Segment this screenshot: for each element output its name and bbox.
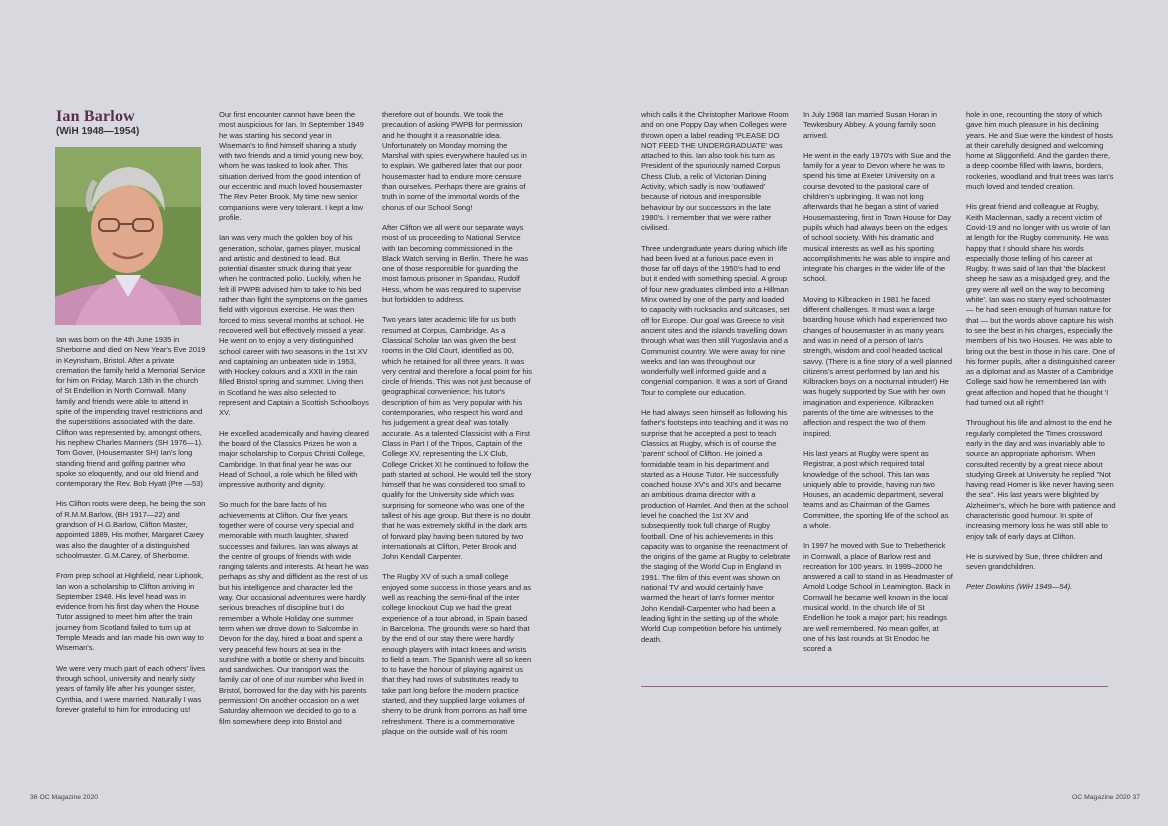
article-subtitle: (WiH 1948—1954)	[56, 126, 140, 137]
footer-left-page-number: 36 OC Magazine 2020	[30, 794, 99, 801]
paragraph: Two years later academic life for us both resumed at Corpus, Cambridge. As a Classical Scholar Ian was given the best rooms in the Old Court, identified as 00, which he retained for all three years. It was very central and therefore a focal point for his circle of friends. This was not just because of geographical convenience; his tutor's description of him as 'very popular with his contemporaries, who respect his word and his judgement a great deal' was totally accurate. As a talented Classicist with a First Class in Part I of the Tripos, Captain of the College XV, representing the LX Club, College Cricket XI he continued to follow the path started at school. He would tell the story himself that he was considered too small to qualify for the University side which was surprising for someone who was one of the tallest of his age group. But there is no doubt that he was extremely skilful in the dark arts of forward play having been tutored by two internationals at Clifton, Peter Brook and John Kendall Carpenter.	[382, 315, 532, 562]
paragraph: hole in one, recounting the story of which gave him much pleasure in his declining years. He and Sue were the kindest of hosts at their carefully designed and welcoming home at Sliggonfield. And the garden there, a deep coombe filled with lawns, borders, rockeries, woodland and fruit trees was Ian's much loved and tended creation.	[966, 110, 1114, 192]
portrait-illustration	[55, 147, 201, 325]
paragraph: therefore out of bounds. We took the precaution of asking PWPB for permission and he thought it a reasonable idea. Unfortunately on Monday morning the Marshal with spies everywhere hauled us in to explain. We gathered later that our poor housemaster had to endure more censure than ourselves. Perhaps there are grains of truth in some of the immortal words of the chorus of our School Song!	[382, 110, 527, 212]
paragraph: In July 1968 Ian married Susan Horan in Tewkesbury Abbey. A young family soon arrived.	[803, 110, 937, 140]
paragraph: In 1997 he moved with Sue to Trebetherick in Cornwall, a place of Barlow rest and recreation for 100 years. In 1999–2000 he answered a call to stand in as Headmaster of Arnold Lodge School in Leamington. Back in Cornwall he became well known in the local musical world. In the church life of St Endellion he took a major part; his readings are well remembered. No mean golfer, at one of his last rounds at St Enodoc he scored a	[803, 541, 953, 654]
paragraph: Moving to Kilbracken in 1981 he faced different challenges. It must was a large boarding house which had experienced two changes of housemaster in as many years and was in need of a person of Ian's strength, wisdom and cool headed tactical savvy. (There is a fine story of a well planned citizens's arrest performed by Ian and his Kilbracken boys on a nocturnal intruder!) He was hugely supported by Sue with her own imagination and experience. Kilbracken parents of the time are witnesses to the affection and respect the two of them inspired.	[803, 294, 953, 438]
article-title: Ian Barlow	[56, 108, 135, 125]
paragraph: His great friend and colleague at Rugby, Keith Maclennan, sadly a recent victim of Covid-19 and no longer with us wrote of Ian at length for the Rugby community. He was happy that I should share his words especially those telling of his career at Rugby. It was said of Ian that 'the blackest sheep he saw as a misjudged grey, and the grey were all well on the way to becoming white'. Ian was no starry eyed schoolmaster — he had seen enough of human nature for that — but the words above capture his wish to see the best in his charges, especially the members of his two Houses. He was able to bring out the best in those in his care. One of his former pupils, after a distinguished career as a diplomat and as Master of a Cambridge College said how he remembered Ian with great affection and hoped that he thought 'I had turned out all right'!	[966, 202, 1116, 408]
paragraph: He is survived by Sue, three children and seven grandchildren.	[966, 551, 1103, 572]
footer-right-page-number: OC Magazine 2020 37	[1072, 794, 1141, 801]
paragraph: Ian was very much the golden boy of his generation, scholar, games player, musical and artistic and destined to lead. But potential disaster struck during that year when he contracted polio. Luckily, when he felt ill PWPB advised him to take to his bed rather than fight the symptoms on the games field with vigorous exercise. He was then forced to miss several months at school. He recovered well but effectively missed a year. He went on to enjoy a very distinguished school career with two seasons in the 1st XV and captaining an unbeaten side in 1953, with Hockey colours and a XXII in the rain filled Bristol spring and summer. Living then in Scotland he was also selected to represent and Captain a Scottish Schoolboys XV.	[219, 233, 369, 418]
paragraph: From prep school at Highfield, near Liphook, Ian won a scholarship to Clifton arriving in September 1948. His level head was in evidence from his first day when the House Tutor assigned to meet him after the train journey from Scotland failed to turn up at Temple Meads and Ian made his own way to Wiseman's.	[56, 571, 204, 653]
article-column-5	[803, 110, 953, 655]
paragraph: His Clifton roots were deep, he being the son of R.M.M.Barlow, (BH 1917—22) and grandson of H.G.Barlow, Clifton Master, appointed 1889, His mother, Margaret Carey was also the daughter of a distinguished schoolmaster. G.M.Carey, of Sherborne.	[56, 499, 206, 560]
article-column-6	[966, 110, 1116, 593]
paragraph: After Clifton we all went our separate ways most of us proceeding to National Service with Ian becoming commissioned in the Black Watch serving in Berlin. There he was one of those responsible for guarding the most famous prisoner in Spandau, Rudolf Hess, whom he was required to supervise but forbidden to address.	[382, 222, 528, 305]
paragraph: Ian was born on the 4th June 1935 in Sherborne and died on New Year's Eve 2019 in Keynsham, Bristol. After a private cremation the family held a Memorial Service for him on Friday, March 13th in the church of St Endellion in North Cornwall. Many family and friends were able to attend in spite of the impending travel restrictions and the superstitions associated with the date. Clifton was represented by, amongst others, his nephew Charles Manners (SH 1976—1). Tom Gover, (Housemaster SH) Ian's long standing friend and golfing partner who spoke so eloquently, and our old friend and contemporary the Rev. Bob Hyatt (Pre —53)	[56, 335, 206, 489]
article-column-2	[219, 110, 369, 727]
article-column-3	[382, 110, 532, 737]
article-column-1	[56, 335, 206, 715]
paragraph: His last years at Rugby were spent as Registrar, a post which required total knowledge of the school. This Ian was uniquely able to provide, having run two Houses, an academic department, several teams and as Chairman of the Games Committee, the sporting life of the school as a whole.	[803, 448, 949, 530]
paragraph: The Rugby XV of such a small college enjoyed some success in those years and as well as reaching the semi-final of the inter college knockout Cup we had the great experience of a tour abroad, in Spain based in Barcelona. The grounds were so hard that by the end of our stay there were hardly enough players with intact knees and wrists to field a team. The Spanish were all so keen to to have the honour of playing against us that they had rows of substitutes ready to take part long before the modern practice started, and they supplied large volumes of sherry to be drunk from porrons as half time refreshment. There is a commemorative plaque on the outside wall of his room	[382, 572, 532, 736]
paragraph: Throughout his life and almost to the end he regularly completed the Times crossword early in the day and was invariably able to source an appropriate aphorism. When consulted recently by a great niece about studying Greek at University he replied "Not having read Homer is like never having seen the sea". His last years were blighted by Alzheimer's, which he bore with patience and characteristic good humour. In spite of increasing memory loss he was still able to enjoy talk of early days at Clifton.	[966, 418, 1116, 541]
paragraph: We were very much part of each others' lives through school, university and nearly sixty years of family life after his younger sister, Cynthia, and I were married. Naturally I was forever grateful to him for introducing us!	[56, 663, 205, 714]
paragraph: which calls it the Christopher Marlowe Room and on one Poppy Day when Colleges were thrown open a label reading 'PLEASE DO NOT FEED THE UNDERGRADUATE' was attached to this. Ian also took his turn as President of the spuriously named Corpus Chess Club, a relic of Victorian Dining Activity, which sadly is now 'outlawed' because of riotous and irresponsible behaviour by our successors in the late 1980's. I remember that we were rather civilised.	[641, 110, 789, 233]
author-signature: Peter Dowkins (WiH 1949—54).	[966, 582, 1073, 592]
portrait-photo	[55, 147, 201, 325]
paragraph: He had always seen himself as following his father's footsteps into teaching and it was no surprise that he accepted a post to teach Classics at Rugby, which is of course the 'parent' school of Clifton. He joined a formidable team in his department and started as a House Tutor. He successfully coached house XV's and XI's and became an ambitious drama director with a production of Hamlet. And then at the school level he coached the 1st XV and subsequently took full charge of Rugby football. One of his achievements in this capacity was to organise the reenactment of the origins of the game at Rugby to celebrate the staging of the World Cup in England in 1991. The film of this event was shown on national TV and would certainly have warmed the heart of Ian's former mentor John Kendall-Carpenter who had been a leading light in the setting up of the whole World Cup competition before his untimely death.	[641, 408, 791, 644]
article-column-4	[641, 110, 791, 645]
paragraph: He excelled academically and having cleared the board of the Classics Prizes he won a major scholarship to Corpus Christi College, Cambridge. In that final year he was our Head of School, a role which he filled with impressive authority and dignity.	[219, 428, 369, 490]
paragraph: Our first encounter cannot have been the most auspicious for Ian. In September 1949 he was starting his second year in Wiseman's to find himself sharing a study with two friends and a timid young new boy, whom he was tasked to look after. This situation derived from the good intention of our eccentric and much loved housemaster The Rev Peter Brook. My time new senior companions were very tolerant. I kept a low profile.	[219, 110, 364, 222]
paragraph: He went in the early 1970's with Sue and the family for a year to Devon where he was to spend his time at Exeter University on a course devoted to the pastoral care of children's upbringing. It was not long afterwards that he began a stint of varied Housemastering, first in Town House for Day pupils which had always been on the edges of school society. With his dramatic and musical interests as well as his sporting accomplishments he was able to inspire and integrate his charges in the wider life of the school.	[803, 150, 951, 284]
divider-line	[641, 686, 1108, 687]
paragraph: Three undergraduate years during which life had been lived at a furious pace even in those far off days of the 1950's had to end but it ended with something special. A group of four new graduates climbed into a Hillman Minx owned by one of the party and loaded to capacity with rucksacks and suitcases, set off for Europe. Our goal was Greece to visit ancient sites and the islands travelling down through what was then still Yugoslavia and a Communist country. We were away for nine weeks and Ian was throughout our wonderfully well informed guide and a congenial companion. It was a sort of Grand Tour to complete our education.	[641, 243, 790, 397]
paragraph: So much for the bare facts of his achievements at Clifton. Our five years together were of course very special and memorable with much laughter, shared successes and failures. Ian was always at the centre of groups of friends with wide ranging talents and interests. At heart he was perhaps as shy and diffident as the rest of us but his intelligence and character led the way. Our occasional adventures were hardly serious breaches of discipline but I do remember a Whole Holiday one summer term when we drove down to Salcombe in Devon for the day, hired a boat and spent a very peaceful few hours at sea in the sunshine with a bottle or sherry and biscuits and sandwiches. Our transport was the family car of one of our number who lived in Bristol, borrowed for the day with his parents permission! On another occasion on a wet Saturday afternoon we decided to go to a film somewhere deep into Bristol and	[219, 500, 369, 726]
